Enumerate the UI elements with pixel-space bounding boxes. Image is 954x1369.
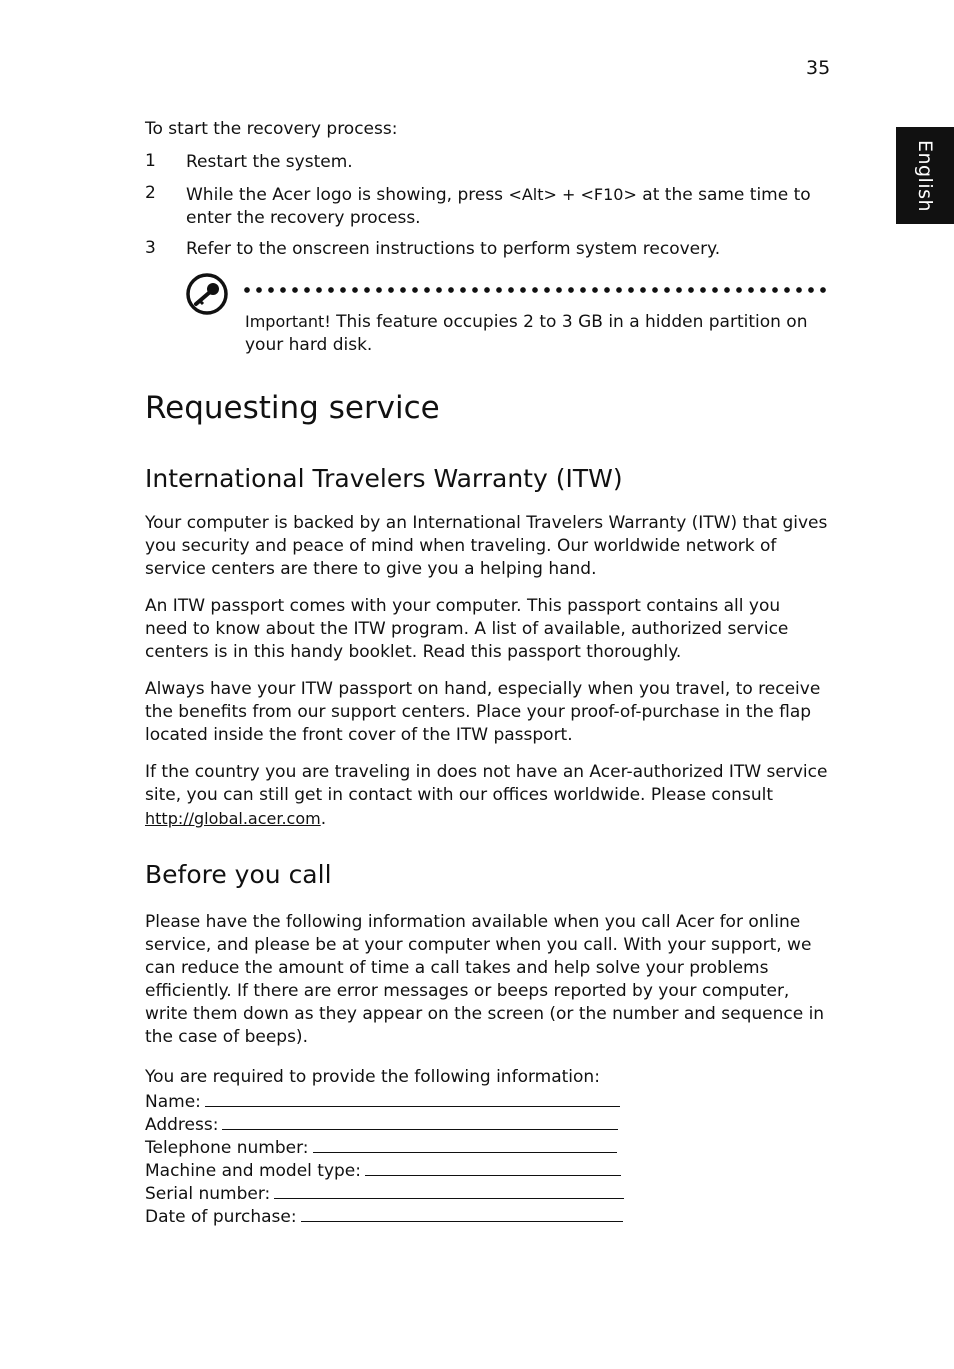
step-number: 1 — [145, 151, 156, 171]
blank-line[interactable] — [274, 1181, 624, 1199]
step-number: 3 — [145, 238, 156, 258]
section-heading-before-call: Before you call — [145, 860, 332, 889]
form-field-name[interactable] — [145, 1089, 624, 1112]
form-field-machine-model[interactable] — [145, 1158, 624, 1181]
step-text: Restart the system. — [186, 152, 353, 172]
step-text-after: at the same time to enter the recovery process. — [186, 185, 811, 228]
form-intro: You are required to provide the following information: — [145, 1067, 600, 1087]
paragraph: Please have the following information available when you call Acer for online service, and please be at your computer when you call. With your support, we can reduce the amount of time a call takes and help solve your problems efficiently. If there are error messages or beeps reported by your computer, write them down as they appear on the screen (or the number and sequence in the case of beeps). — [145, 912, 825, 1047]
form-field-telephone[interactable] — [145, 1135, 624, 1158]
step-text: Refer to the onscreen instructions to perform system recovery. — [186, 239, 721, 259]
recovery-intro: To start the recovery process: — [145, 119, 398, 139]
paragraph: An ITW passport comes with your computer. This passport contains all you need to know about the ITW program. A list of available, authorized service centers is in this handy booklet. Read this passport thoroughly. — [145, 596, 789, 662]
important-label: Important! — [245, 312, 331, 331]
acer-website-link[interactable]: http://global.acer.com — [145, 809, 321, 828]
field-label: Telephone number: — [145, 1138, 309, 1158]
section-heading-itw: International Travelers Warranty (ITW) — [145, 464, 623, 493]
language-tab — [896, 127, 954, 224]
field-label: Date of purchase: — [145, 1207, 297, 1227]
step-text-before: While the Acer logo is showing, press — [186, 185, 509, 205]
field-label: Machine and model type: — [145, 1161, 361, 1181]
form-field-address[interactable] — [145, 1112, 624, 1135]
step-text — [186, 183, 826, 230]
paragraph: Always have your ITW passport on hand, especially when you travel, to receive the benefits from our support centers. Place your proof-of-purchase in the flap located inside the front cover of the ITW passport. — [145, 679, 821, 745]
step-number: 2 — [145, 183, 156, 203]
information-form — [145, 1066, 624, 1227]
note-divider — [244, 287, 826, 293]
paragraph — [145, 761, 828, 831]
important-note — [245, 310, 820, 357]
form-field-date-of-purchase[interactable] — [145, 1204, 624, 1227]
field-label: Name: — [145, 1092, 201, 1112]
paragraph-end: . — [320, 809, 327, 829]
blank-line[interactable] — [365, 1158, 621, 1176]
page-title: Requesting service — [145, 390, 440, 426]
paragraph: Your computer is backed by an International Travelers Warranty (ITW) that gives you security and peace of mind when traveling. Our worldwide network of service centers are there to give you a helping hand. — [145, 513, 828, 579]
field-label: Address: — [145, 1115, 219, 1135]
language-tab-label: English — [914, 139, 936, 212]
paragraph-text: If the country you are traveling in does not have an Acer-authorized ITW service site, you can still get in contact with our offices worldwide. Please consult — [145, 762, 828, 805]
blank-line[interactable] — [313, 1135, 617, 1153]
keyboard-shortcut: <Alt> + <F10> — [508, 185, 637, 204]
blank-line[interactable] — [301, 1204, 623, 1222]
form-field-serial-number[interactable] — [145, 1181, 624, 1204]
page-number: 35 — [806, 57, 831, 79]
key-icon — [185, 272, 231, 316]
important-text: This feature occupies 2 to 3 GB in a hidden partition on your hard disk. — [245, 312, 808, 355]
blank-line[interactable] — [222, 1112, 618, 1130]
field-label: Serial number: — [145, 1184, 271, 1204]
blank-line[interactable] — [205, 1089, 620, 1107]
